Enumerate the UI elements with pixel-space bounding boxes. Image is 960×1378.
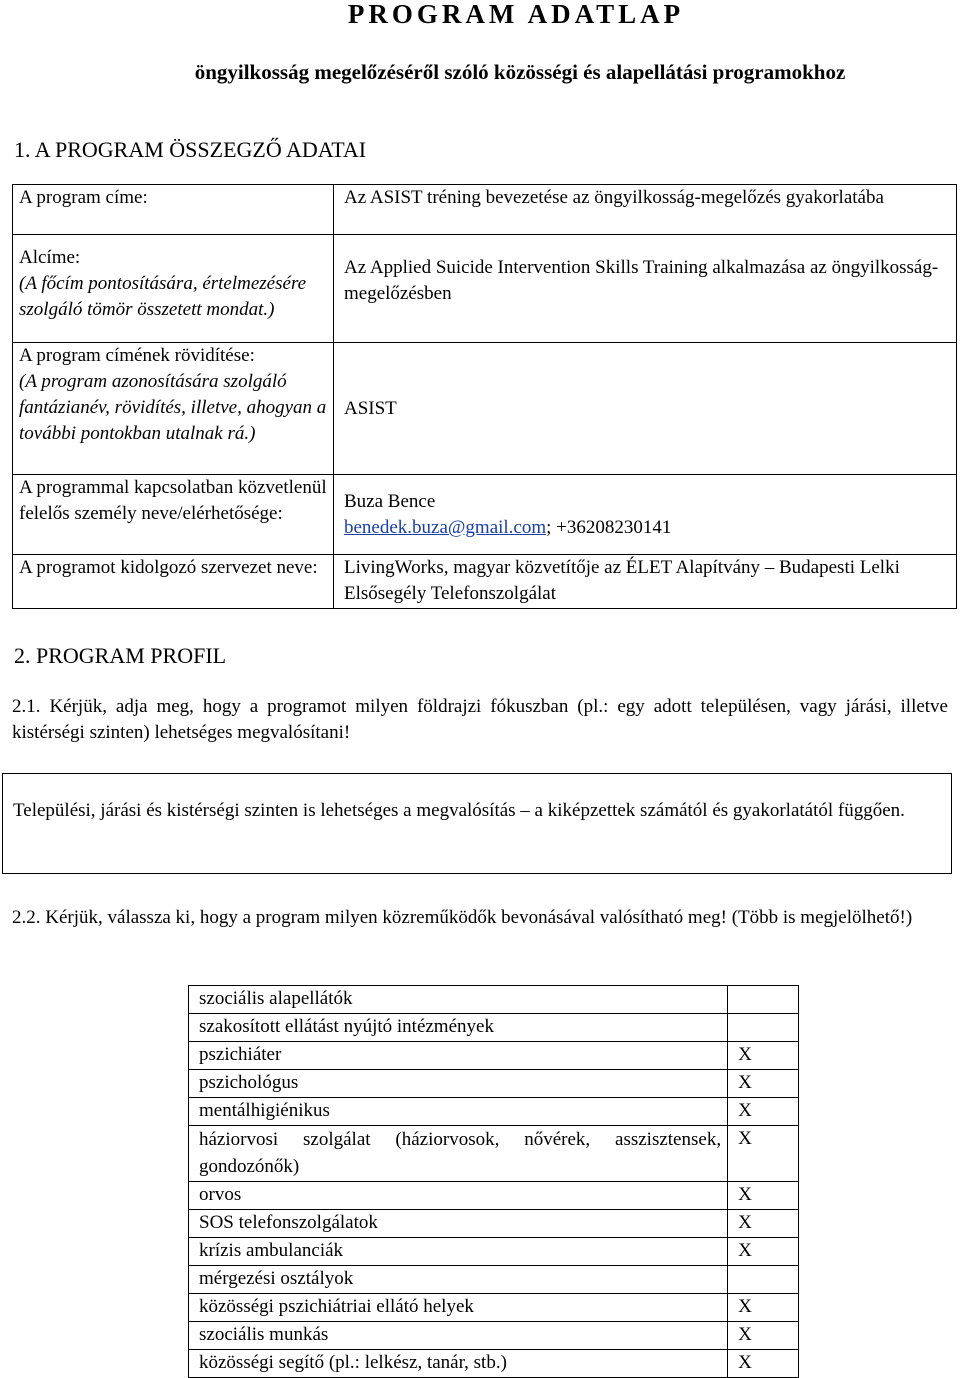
partner-name: szakosított ellátást nyújtó intézmények (189, 1014, 728, 1042)
page-subtitle: öngyilkosság megelőzéséről szóló közösségi és alapellátási programokhoz (194, 60, 846, 84)
label-cell (13, 343, 334, 475)
partner-name: közösségi segítő (pl.: lelkész, tanár, stb.) (189, 1350, 728, 1378)
partner-mark: X (728, 1294, 799, 1322)
table-row (189, 1350, 799, 1378)
summary-table (12, 184, 957, 609)
answer-box-2-1 (2, 773, 952, 874)
contact-email-link[interactable]: benedek.buza@gmail.com (344, 517, 547, 538)
partner-mark: X (728, 1098, 799, 1126)
partner-name: közösségi pszichiátriai ellátó helyek (189, 1294, 728, 1322)
partner-name: pszichiáter (189, 1042, 728, 1070)
value-cell: Az Applied Suicide Intervention Skills Training alkalmazása az öngyilkosság-megelőzésben (334, 235, 957, 343)
value-cell: ASIST (334, 343, 957, 475)
partner-name: SOS telefonszolgálatok (189, 1210, 728, 1238)
label-note: (A program azonosítására szolgáló fantázianév, rövidítés, illetve, ahogyan a további pontokban utalnak rá.) (19, 371, 327, 444)
value-cell: LivingWorks, magyar közvetítője az ÉLET Alapítvány – Budapesti Lelki Elsősegély Telefonszolgálat (334, 555, 957, 609)
label-cell: A program címe: (13, 185, 334, 235)
table-row (189, 1070, 799, 1098)
table-row (13, 475, 957, 555)
table-row (189, 986, 799, 1014)
answer-text: Települési, járási és kistérségi szinten is lehetséges a megvalósítás – a kiképzettek számától és gyakorlatától függően. (13, 800, 905, 821)
question-2-1: 2.1. Kérjük, adja meg, hogy a programot milyen földrajzi fókuszban (pl.: egy adott településen, vagy járási, illetve kistérségi szinten) lehetséges megvalósítani! (12, 696, 948, 743)
table-row (13, 235, 957, 343)
partner-mark: X (728, 1182, 799, 1210)
table-row (189, 1126, 799, 1182)
partner-name: krízis ambulanciák (189, 1238, 728, 1266)
partner-name: szociális munkás (189, 1322, 728, 1350)
table-row (13, 555, 957, 609)
table-row (189, 1238, 799, 1266)
table-row (13, 185, 957, 235)
partner-mark (728, 1266, 799, 1294)
partner-mark: X (728, 1042, 799, 1070)
partner-name: mentálhigiénikus (189, 1098, 728, 1126)
partner-name: orvos (189, 1182, 728, 1210)
partners-table (188, 985, 799, 1378)
partner-name: pszichológus (189, 1070, 728, 1098)
table-row (189, 1014, 799, 1042)
contact-name: Buza Bence (344, 491, 436, 512)
label-cell: A programot kidolgozó szervezet neve: (13, 555, 334, 609)
table-row (189, 1098, 799, 1126)
partner-mark (728, 1014, 799, 1042)
partner-mark: X (728, 1070, 799, 1098)
table-row (189, 1042, 799, 1070)
label-cell: A programmal kapcsolatban közvetlenül felelős személy neve/elérhetősége: (13, 475, 334, 555)
partner-mark (728, 986, 799, 1014)
page-title: PROGRAM ADATLAP (347, 0, 685, 29)
section-heading-profile: 2. PROGRAM PROFIL (14, 643, 227, 668)
label-main: A program címének rövidítése: (19, 345, 255, 366)
question-2-2 (12, 905, 948, 931)
partner-mark: X (728, 1350, 799, 1378)
table-row (189, 1182, 799, 1210)
partner-name: szociális alapellátók (189, 986, 728, 1014)
partner-mark: X (728, 1210, 799, 1238)
contact-phone: ; +36208230141 (546, 517, 672, 538)
partner-name: háziorvosi szolgálat (háziorvosok, nővérek, asszisztensek, gondozónők) (189, 1126, 728, 1182)
label-cell (13, 235, 334, 343)
table-row (189, 1210, 799, 1238)
section-heading-summary: 1. A PROGRAM ÖSSZEGZŐ ADATAI (14, 137, 367, 162)
partner-mark: X (728, 1322, 799, 1350)
label-note: (A főcím pontosítására, értelmezésére szolgáló tömör összetett mondat.) (19, 273, 307, 320)
table-row (189, 1294, 799, 1322)
question-text: 2.2. Kérjük, válassza ki, hogy a program milyen közreműködők bevonásával valósítható meg! (Több is megjelölhető!) (12, 907, 913, 928)
label-main: Alcíme: (19, 247, 81, 268)
table-row (13, 343, 957, 475)
value-cell (334, 475, 957, 555)
value-cell: Az ASIST tréning bevezetése az öngyilkosság-megelőzés gyakorlatába (334, 185, 957, 235)
partner-mark: X (728, 1126, 799, 1182)
table-row (189, 1266, 799, 1294)
partner-name: mérgezési osztályok (189, 1266, 728, 1294)
partner-mark: X (728, 1238, 799, 1266)
table-row (189, 1322, 799, 1350)
